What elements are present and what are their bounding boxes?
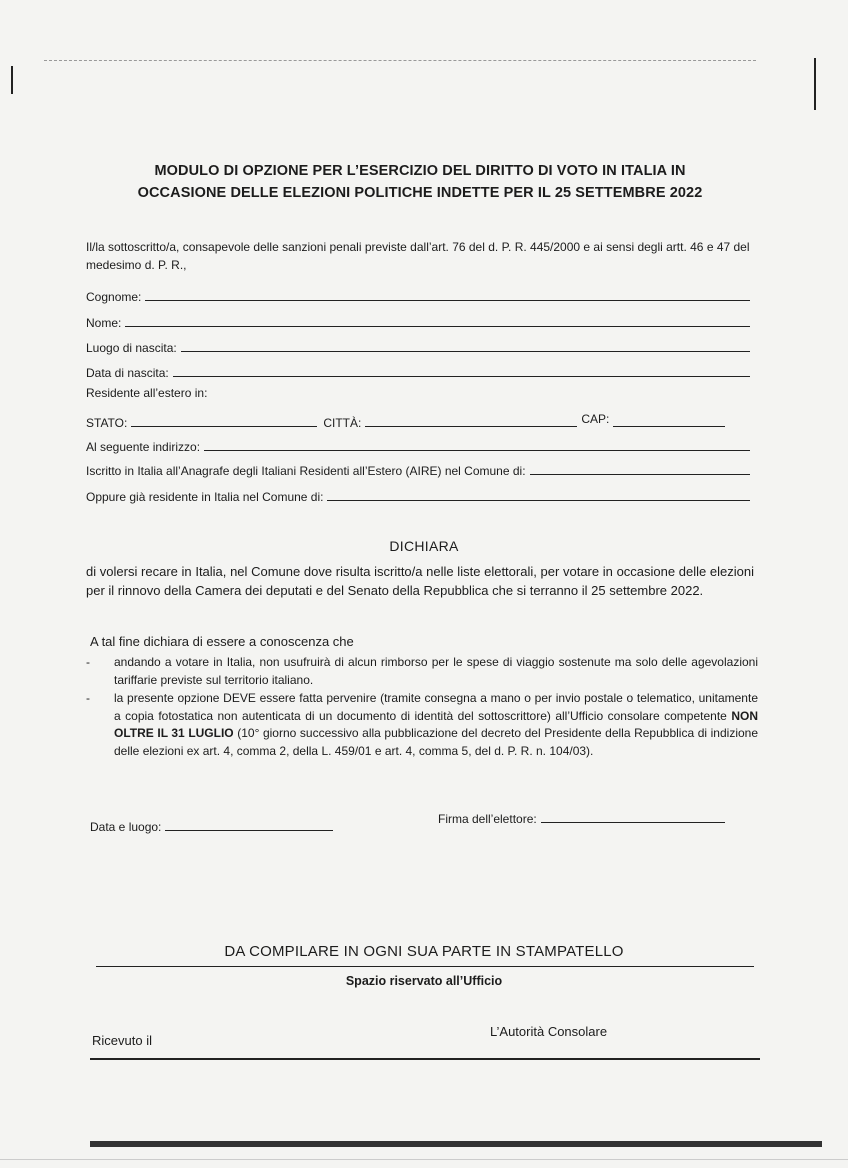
cognome-line[interactable] (145, 299, 750, 301)
data-nascita-field[interactable] (86, 360, 750, 380)
stato-citta-cap-row (86, 410, 750, 430)
residente-italia-field[interactable] (86, 484, 750, 504)
stato-label: STATO: (86, 416, 128, 430)
bullet-dash: - (86, 655, 90, 669)
luogo-nascita-field[interactable] (86, 335, 750, 355)
indirizzo-field[interactable] (86, 434, 750, 454)
luogo-nascita-label: Luogo di nascita: (86, 341, 177, 355)
stampatello-notice: DA COMPILARE IN OGNI SUA PARTE IN STAMPATELLO (224, 943, 624, 960)
dichiara-paragraph: di volersi recare in Italia, nel Comune dove risulta iscritto/a nelle liste elettorali, per votare in occasione delle elezioni per il rinnovo della Camera dei deputati e del Senato della Repubblica che si terranno il 25 settembre 2022. (86, 564, 754, 598)
data-luogo-line[interactable] (165, 829, 333, 831)
cap-field[interactable] (581, 412, 613, 426)
indirizzo-line[interactable] (204, 449, 750, 451)
residente-estero-label: Residente all’estero in: (86, 386, 208, 400)
list-item (86, 654, 758, 689)
conoscenza-line: A tal fine dichiara di essere a conoscenza che (90, 634, 354, 649)
scan-edge-mark-left (11, 66, 13, 94)
office-divider-line (96, 966, 754, 967)
firma-label: Firma dell’elettore: (438, 812, 537, 826)
data-luogo-label: Data e luogo: (90, 820, 162, 834)
residente-italia-line[interactable] (327, 499, 750, 501)
luogo-nascita-line[interactable] (181, 350, 750, 352)
nome-label: Nome: (86, 316, 122, 330)
office-bottom-line (90, 1058, 760, 1060)
nome-line[interactable] (125, 325, 750, 327)
aire-line[interactable] (530, 473, 750, 475)
document-title (80, 160, 760, 204)
scan-edge-mark-right (814, 58, 816, 110)
residente-italia-label: Oppure già residente in Italia nel Comune di: (86, 490, 324, 504)
top-dashed-line (44, 60, 756, 61)
cap-label: CAP: (581, 412, 610, 426)
cognome-label: Cognome: (86, 290, 142, 304)
deadline-text: NON OLTRE IL 31 LUGLIO (114, 708, 758, 740)
indirizzo-label: Al seguente indirizzo: (86, 440, 201, 454)
scan-bottom-bar (90, 1141, 822, 1147)
cap-line[interactable] (613, 425, 725, 427)
title-line-1: MODULO DI OPZIONE PER L’ESERCIZIO DEL DIRITTO DI VOTO IN ITALIA IN (154, 163, 686, 179)
stato-line[interactable] (131, 425, 317, 427)
dichiara-heading: DICHIARA (389, 538, 459, 554)
intro-paragraph: Il/la sottoscritto/a, consapevole delle sanzioni penali previste dall’art. 76 del d. P. R. 445/2000 e ai sensi degli artt. 46 e 47 del medesimo d. P. R., (86, 240, 750, 272)
bullet-text-2b: (10° giorno successivo alla pubblicazione del decreto del Presidente della Repubblica di indizione delle elezioni ex art. 4, comma 2, della L. 459/01 e art. 4, comma 5, del d. P. R. n. 104/03). (114, 726, 759, 758)
bullet-text-1: andando a votare in Italia, non usufruirà di alcun rimborso per le spese di viaggio sostenute ma solo delle agevolazioni tariffarie previste sul territorio italiano. (114, 655, 758, 687)
citta-label: CITTÀ: (323, 416, 362, 430)
title-line-2: OCCASIONE DELLE ELEZIONI POLITICHE INDETTE PER IL 25 SETTEMBRE 2022 (137, 185, 703, 201)
stato-field[interactable] (86, 416, 317, 430)
riservato-label: Spazio riservato all’Ufficio (345, 974, 503, 988)
nome-field[interactable] (86, 310, 750, 330)
ricevuto-label: Ricevuto il (92, 1033, 152, 1048)
firma-line[interactable] (541, 821, 725, 823)
autorita-label: L’Autorità Consolare (490, 1024, 608, 1039)
data-nascita-line[interactable] (173, 375, 750, 377)
scan-bottom-edge (0, 1159, 848, 1160)
cognome-field[interactable] (86, 284, 750, 304)
citta-field[interactable] (323, 416, 577, 430)
bullet-text-2a: la presente opzione DEVE essere fatta pervenire (tramite consegna a mano o per invio postale o telematico, unitamente a copia fotostatica non autenticata di un documento di identità del sottoscrittore) all’Ufficio consolare competente (114, 691, 758, 723)
bullet-dash: - (86, 691, 90, 705)
conditions-list (86, 654, 758, 761)
firma-field[interactable] (438, 812, 725, 826)
list-item (86, 690, 758, 760)
aire-label: Iscritto in Italia all’Anagrafe degli Italiani Residenti all’Estero (AIRE) nel Comune di: (86, 464, 526, 478)
citta-line[interactable] (365, 425, 577, 427)
aire-field[interactable] (86, 458, 750, 478)
data-nascita-label: Data di nascita: (86, 366, 169, 380)
data-luogo-field[interactable] (90, 820, 333, 834)
